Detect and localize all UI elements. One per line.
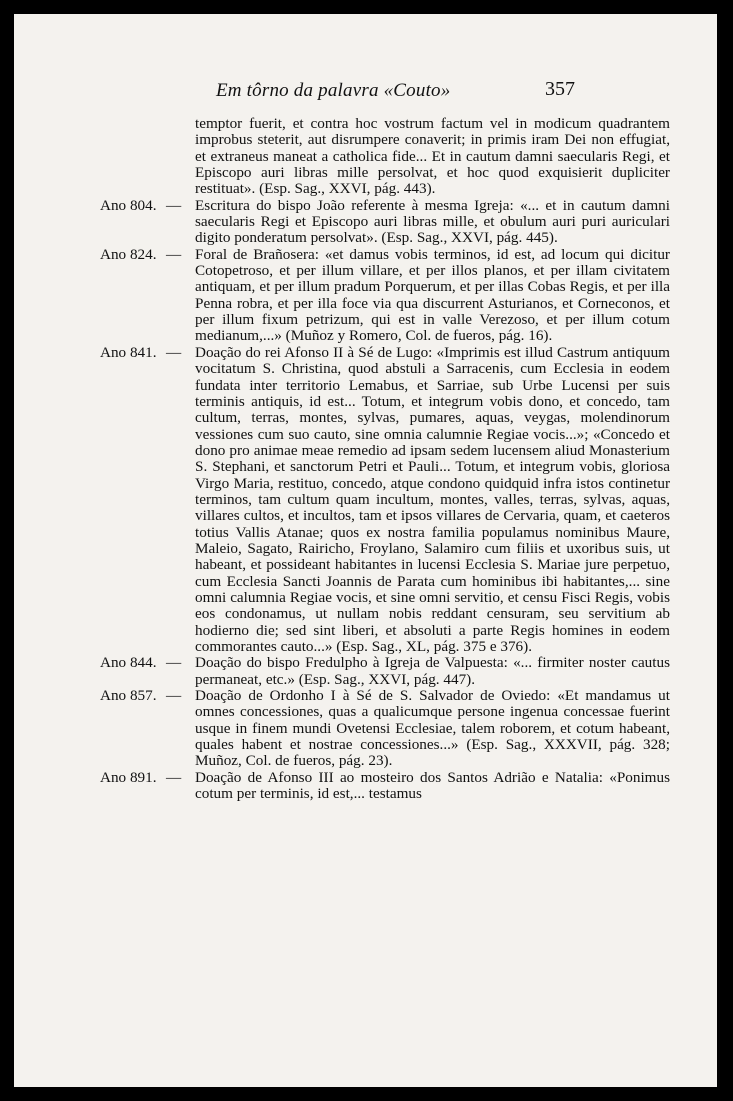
entry-text: Doação de Afonso III ao mosteiro dos Santos Adrião e Natalia: «Ponimus cotum per terminis, id est,... testamus bbox=[195, 768, 670, 803]
running-title: Em tôrno da palavra «Couto» bbox=[216, 80, 451, 101]
entry-dash: — bbox=[166, 245, 182, 263]
entry-text: Foral de Brañosera: «et damus vobis terminos, id est, ad locum qui dicitur Cotopetroso, et per illum villare, et per illos planos, et per illam civitatem antiquam, et per illum pradum Porquerum, et per illas Cobas Regis, et per illa Penna robra, et per illa foce via qua discurrent Asturianos, et Corneconos, et per illum fixum petrizum, qui est in valle Verezoso, et per illum cotum medianum,...» (Muñoz y Romero, Col. de fueros, pág. 16). bbox=[195, 245, 670, 345]
continuation-paragraph: temptor fuerit, et contra hoc vostrum factum vel in modicum quadrantem improbus steterit, aut disrumpere conaverit; in primis iram Dei non effugiat, et extraneus maneat a catholica fide... Et in cautum damni saecularis Regi, et Episcopo auri libras mille persolvat, et hoc quod exquisierit dupliciter restituat». (Esp. Sag., XXVI, pág. 443). bbox=[195, 115, 670, 198]
entry-year: Ano 804. bbox=[100, 196, 157, 214]
entry-dash: — bbox=[166, 768, 182, 786]
book-page bbox=[14, 14, 717, 1087]
entry-text: Doação do rei Afonso II à Sé de Lugo: «Imprimis est illud Castrum antiquum vocitatum S. Christina, quod abstuli a Sarracenis, cum Ecclesia in eodem fundata inter territorio Lemabus, et Sarriae, sub Urbe Lucensi per suis terminis antiquis, id est... Totum, et integrum vobis dono, et concedo, tam cultum, terras, montes, sylvas, pumares, aquas, veygas, molendinorum vessiones cum suo cauto, sine omnia calumnie Regiae vocis...»; «Concedo et dono pro animae meae remedio ad ipsam sedem lucensem aliud Monasterium S. Stephani, et sanctorum Petri et Pauli... Totum, et integrum vobis, gloriosa Virgo Maria, restituo, concedo, atque condono quidquid infra istos continetur terminos, tam cultum quam incultum, montes, valles, terras, sylvas, aquas, villares cultos, et incultos, tam et ipsos villares de Cervaria, quam, et caeteros totius Vallis Atanae; quos ex nostra familia populamus nominibus Maure, Maleio, Sagato, Rairicho, Froylano, Salamiro cum filiis et uxoribus suis, ut habeant, et possideant habitantes in lucensi Ecclesia S. Mariae jure perpetuo, cum Ecclesia Sancti Joannis de Parata cum hominibus ibi habitantes,... sine omni calumnia Regiae vocis, et sine omni servitio, et censu Fisci Regis, vobis eos condonamus, ut nullam nobis reddant censuram, seu servitium ab hodierno die; sed sint liberi, et absoluti a parte Regis homines in eodem commorantes cauto...» (Esp. Sag., XL, pág. 375 e 376). bbox=[195, 343, 670, 655]
entry-dash: — bbox=[166, 687, 182, 705]
entry-824 bbox=[100, 247, 670, 345]
page-number: 357 bbox=[545, 78, 575, 100]
entry-year: Ano 857. bbox=[100, 687, 157, 705]
entry-year: Ano 841. bbox=[100, 343, 157, 361]
entry-891 bbox=[100, 770, 670, 803]
entry-dash: — bbox=[166, 196, 182, 214]
entry-text: Doação do bispo Fredulpho à Igreja de Valpuesta: «... firmiter noster cautus permaneat, etc.» (Esp. Sag., XXVI, pág. 447). bbox=[195, 654, 670, 688]
entry-804 bbox=[100, 198, 670, 247]
entry-year: Ano 844. bbox=[100, 654, 157, 672]
entry-dash: — bbox=[166, 654, 182, 672]
page-header bbox=[14, 76, 717, 106]
entry-841 bbox=[100, 345, 670, 656]
entry-844 bbox=[100, 655, 670, 688]
entry-text: Escritura do bispo João referente à mesma Igreja: «... et in cautum damni saecularis Regi et Episcopo auri libras mille, et obulum auri puri auriculari digito ponderatum persolvat». (Esp. Sag., XXVI, pág. 445). bbox=[195, 196, 670, 247]
entry-text: Doação de Ordonho I à Sé de S. Salvador de Oviedo: «Et mandamus ut omnes concessiones, quas a qualicumque persone ingenua concessae fuerint usque in finem mundi Ovetensi Ecclesiae, talem roborem, et cotum habeant, quales habent et nostrae concessiones...» (Esp. Sag., XXXVII, pág. 328; Muñoz, Col. de fueros, pág. 23). bbox=[195, 687, 670, 770]
body-text bbox=[100, 116, 670, 802]
entry-857 bbox=[100, 688, 670, 770]
entry-dash: — bbox=[166, 343, 182, 361]
entry-year: Ano 824. bbox=[100, 245, 157, 263]
entry-year: Ano 891. bbox=[100, 768, 157, 786]
